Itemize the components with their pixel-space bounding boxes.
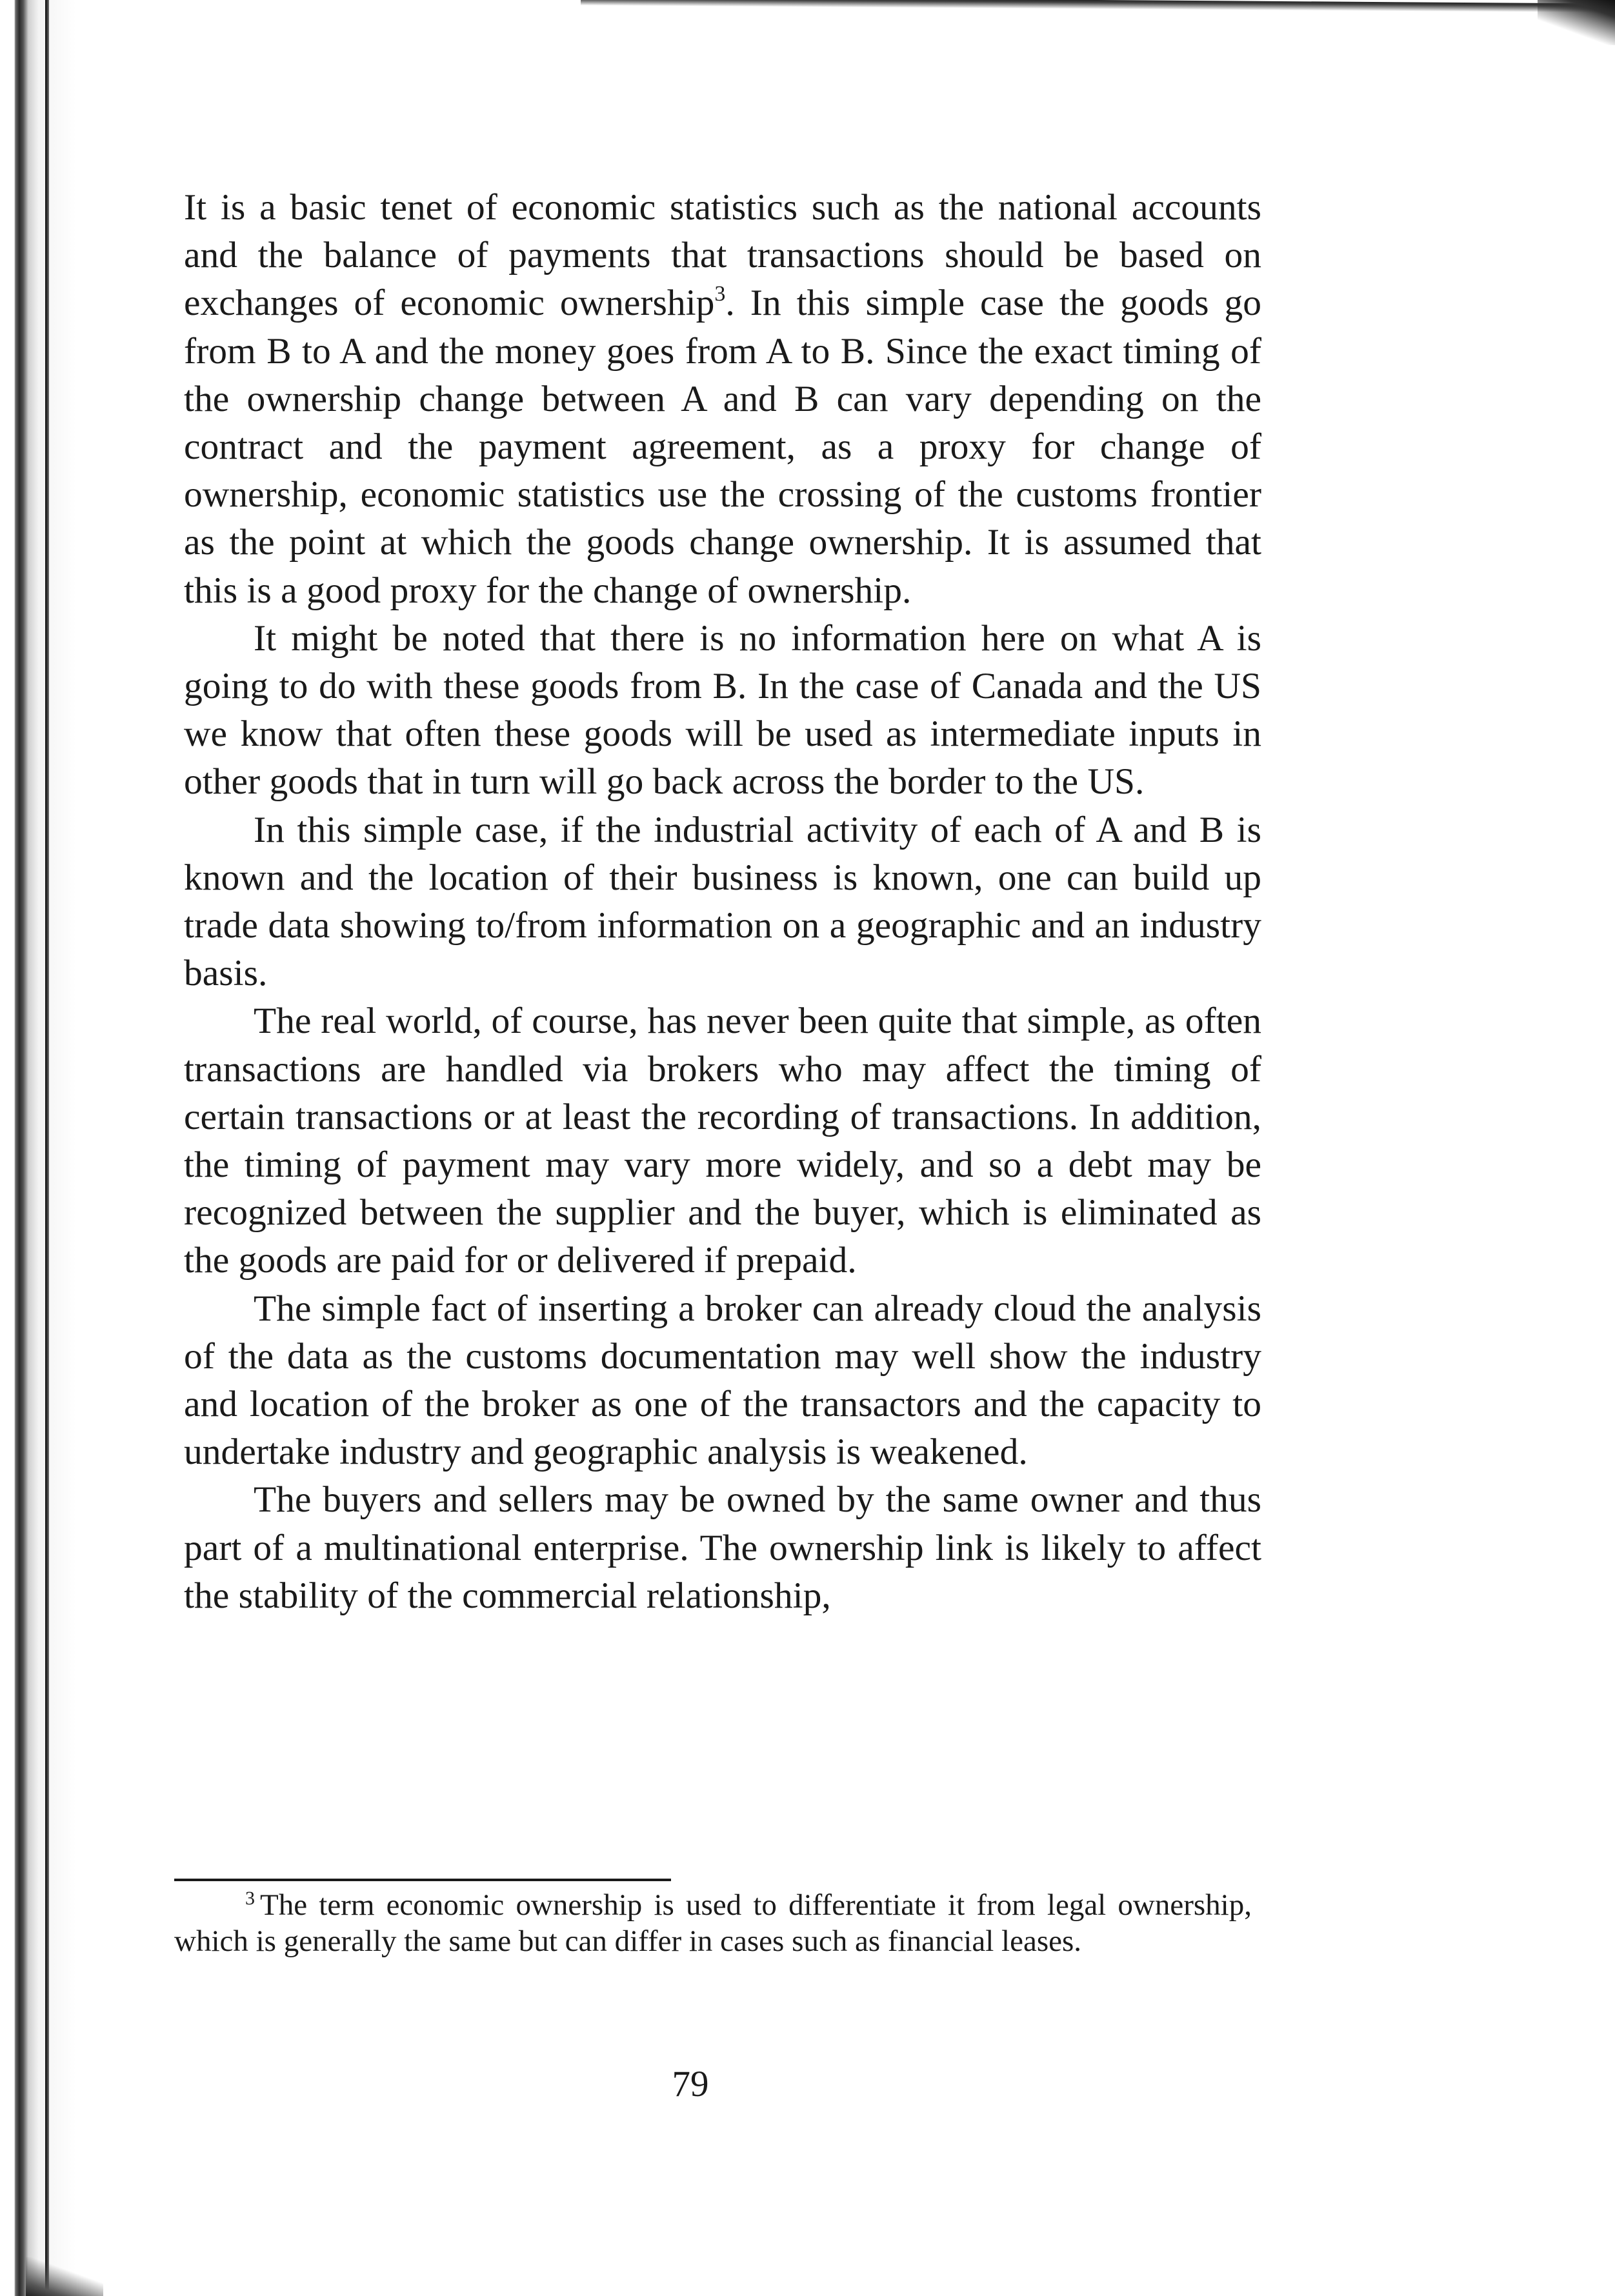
paragraph-1	[184, 184, 1261, 615]
paragraph-4: The real world, of course, has never been quite that simple, as often transactions are handled via brokers who may affect the timing of certain transactions or at least the recording of transactions. In addition, the timing of payment may vary more widely, and so a debt may be recognized between the supplier and the buyer, which is eliminated as the goods are paid for or delivered if prepaid.	[184, 1001, 1261, 1281]
body-text	[184, 184, 1261, 1620]
footnote-text: The term economic ownership is used to differentiate it from legal ownership, which is generally the same but can differ in cases such as financial leases.	[174, 1888, 1252, 1958]
scan-bottom-shadow	[26, 2257, 103, 2296]
paragraph-1-continuation: . In this simple case the goods go from B to A and the money goes from A to B. Since the exact timing of the ownership change between A and B can vary depending on the contract and the payment agreement, as a proxy for change of ownership, economic statistics use the crossing of the customs frontier as the point at which the goods change ownership. It is assumed that this is a good proxy for the change of ownership.	[184, 283, 1261, 611]
scan-corner-shadow	[1538, 0, 1615, 45]
footnote-marker: 3	[245, 1888, 255, 1909]
scan-top-edge	[581, 0, 1615, 13]
scan-binding-shadow	[0, 0, 76, 2296]
scan-binding-line	[45, 0, 49, 2296]
page-number: 79	[672, 2064, 709, 2104]
footnote	[174, 1887, 1252, 1959]
paragraph-1-text: It is a basic tenet of economic statistics such as the national accounts and the balance of payments that transactions should be based on exchanges of economic ownership	[184, 187, 1261, 324]
footnote-reference: 3	[714, 282, 726, 306]
paragraph-3: In this simple case, if the industrial activity of each of A and B is known and the location of their business is known, one can build up trade data showing to/from information on a geographic and an industry basis.	[184, 809, 1261, 994]
footnote-divider	[174, 1879, 671, 1881]
paragraph-2: It might be noted that there is no information here on what A is going to do with these goods from B. In the case of Canada and the US we know that often these goods will be used as intermediate inputs in other goods that in turn will go back across the border to the US.	[184, 617, 1261, 803]
paragraph-5: The simple fact of inserting a broker can already cloud the analysis of the data as the customs documentation may well show the industry and location of the broker as one of the transactors and the capacity to undertake industry and geographic analysis is weakened.	[184, 1288, 1261, 1473]
paragraph-6: The buyers and sellers may be owned by the same owner and thus part of a multinational enterprise. The ownership link is likely to affect the stability of the commercial relationship,	[184, 1479, 1261, 1616]
